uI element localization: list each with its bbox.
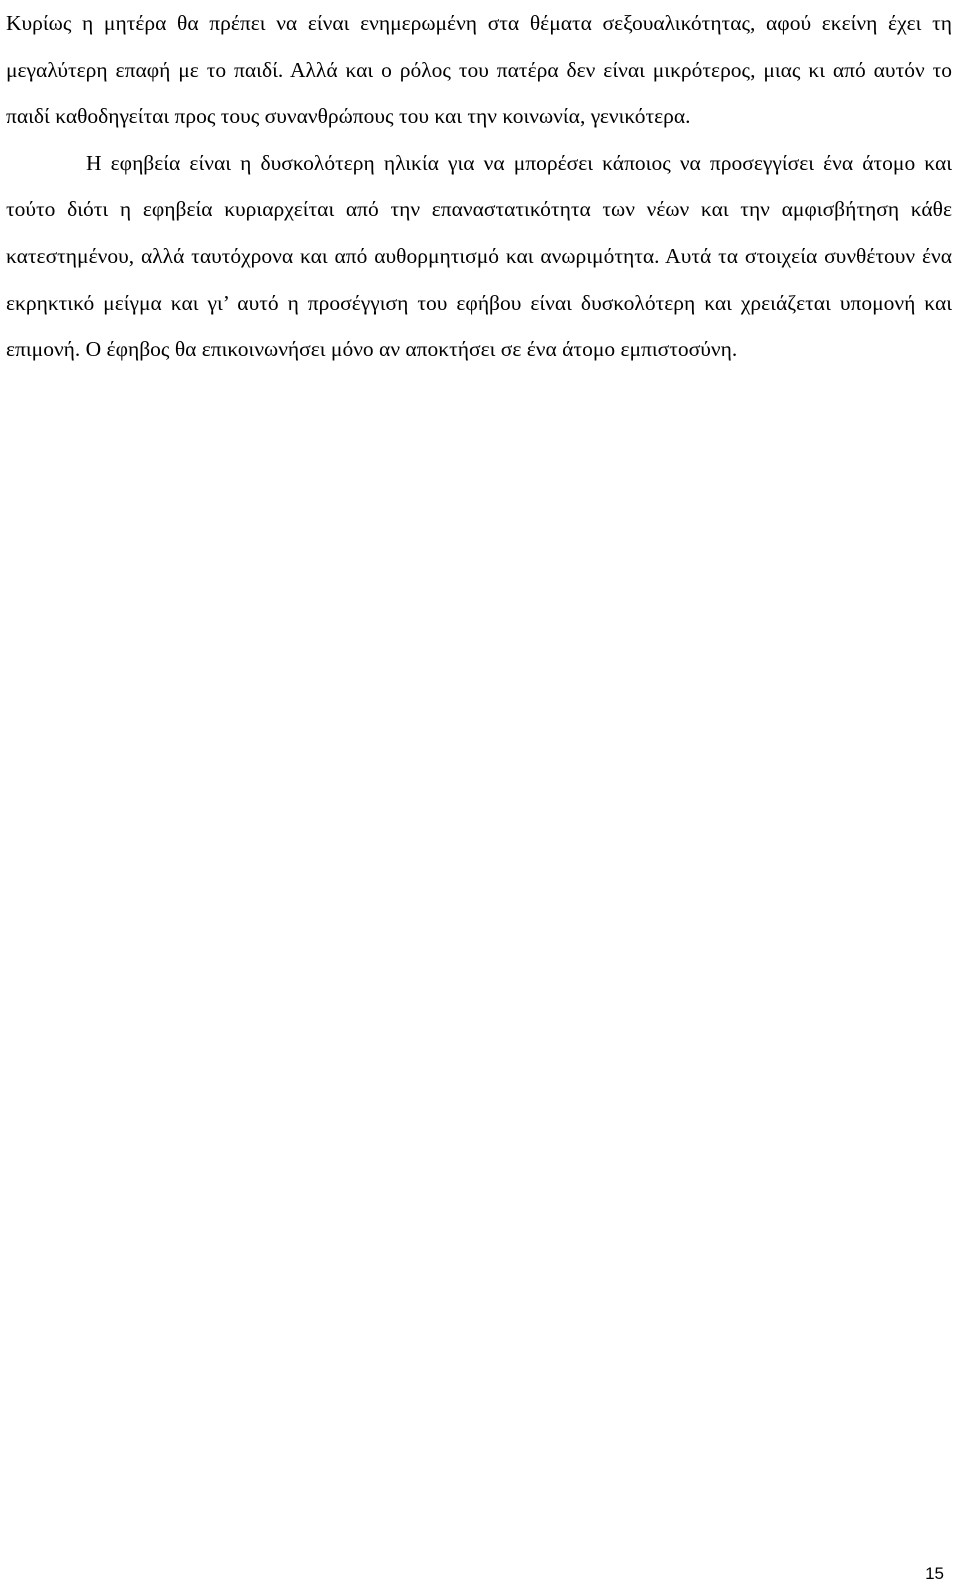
paragraph-adolescence: Η εφηβεία είναι η δυσκολότερη ηλικία για να μπορέσει κάποιος να προσεγγίσει ένα άτομο και τούτο διότι η εφηβεία κυριαρχείται από την επαναστατικότητα των νέων και την αμφισβήτηση κάθε κατεστημένου, αλλά ταυτόχρονα και από αυθορμητισμό και ανωριμότητα. Αυτά τα στοιχεία συνθέτουν ένα εκρηκτικό μείγμα και γι’ αυτό η προσέγγιση του εφήβου είναι δυσκολότερη και χρειάζεται υπομονή και επιμονή. Ο έφηβος θα επικοινωνήσει μόνο αν αποκτήσει σε ένα άτομο εμπιστοσύνη.: [6, 150, 952, 362]
document-body: [6, 0, 952, 373]
page-number: 15: [925, 1564, 944, 1583]
paragraph-parents-role: Κυρίως η μητέρα θα πρέπει να είναι ενημερωμένη στα θέματα σεξουαλικότητας, αφού εκείνη έχει τη μεγαλύτερη επαφή με το παιδί. Αλλά και ο ρόλος του πατέρα δεν είναι μικρότερος, μιας κι από αυτόν το παιδί καθοδηγείται προς τους συνανθρώπους του και την κοινωνία, γενικότερα.: [6, 11, 952, 129]
